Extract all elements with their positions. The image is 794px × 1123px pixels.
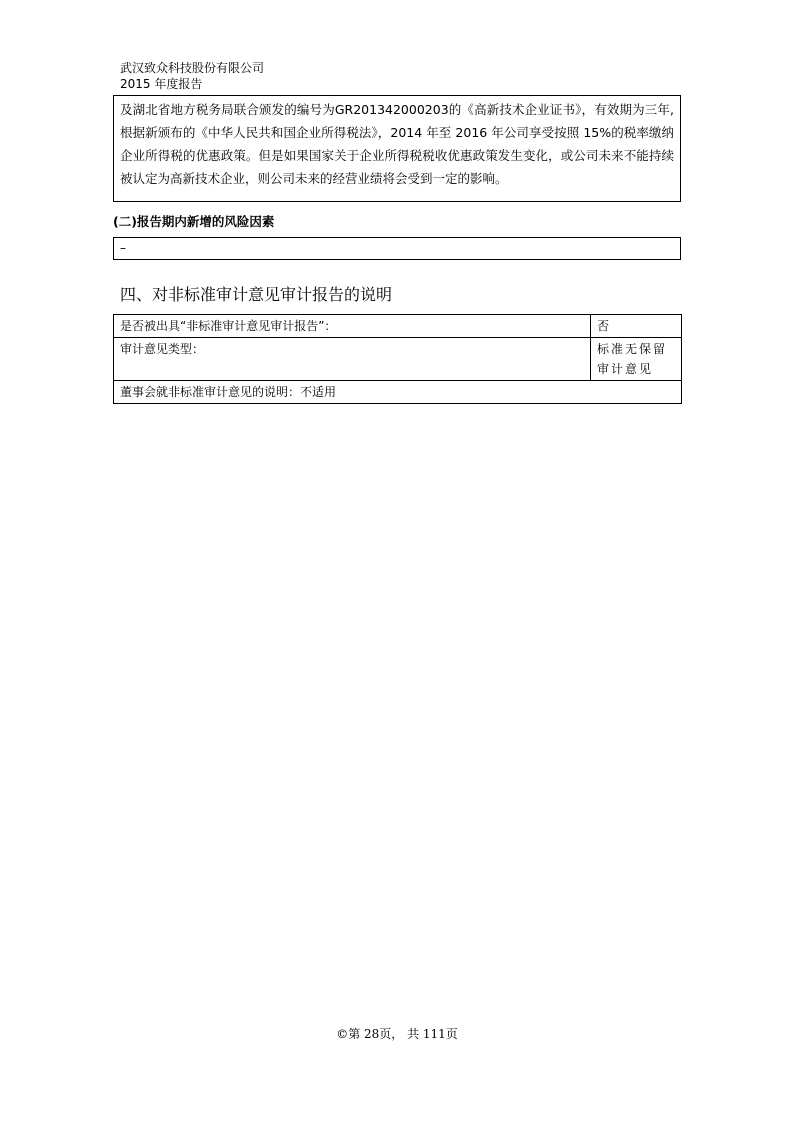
page-footer: ©第 28页， 共 111页 xyxy=(336,1027,458,1041)
risk-continued-box xyxy=(113,95,681,202)
audit-issued-label: 是否被出具“非标准审计意见审计报告”： xyxy=(114,315,591,338)
table-row xyxy=(114,338,682,381)
opinion-type-value: 标准无保留审计意见 xyxy=(591,338,682,381)
audit-opinion-table xyxy=(113,314,682,404)
audit-issued-value: 否 xyxy=(591,315,682,338)
header-report-year: 2015 年度报告 xyxy=(120,77,203,91)
table-row xyxy=(114,381,682,404)
new-risks-box xyxy=(113,237,681,260)
new-risks-content: – xyxy=(120,241,126,255)
new-risks-heading: (二)报告期内新增的风险因素 xyxy=(113,214,275,229)
risk-continued-text: 及湖北省地方税务局联合颁发的编号为GR201342000203的《高新技术企业证书》，有效期为三年,根据新颁布的《中华人民共和国企业所得税法》，2014 年至 2016 年公司享受按照 15%的税率缴纳企业所得税的优惠政策。但是如果国家关于企业所得税税收优惠政策发生变化，或公司未来不能持续被认定为高新技术企业，则公司未来的经营业绩将会受到一定的影响。 xyxy=(120,102,674,186)
table-row xyxy=(114,315,682,338)
header-company: 武汉致众科技股份有限公司 xyxy=(120,61,265,75)
board-note: 董事会就非标准审计意见的说明：不适用 xyxy=(114,381,682,404)
section-title: 四、对非标准审计意见审计报告的说明 xyxy=(120,285,393,304)
opinion-type-label: 审计意见类型： xyxy=(114,338,591,381)
